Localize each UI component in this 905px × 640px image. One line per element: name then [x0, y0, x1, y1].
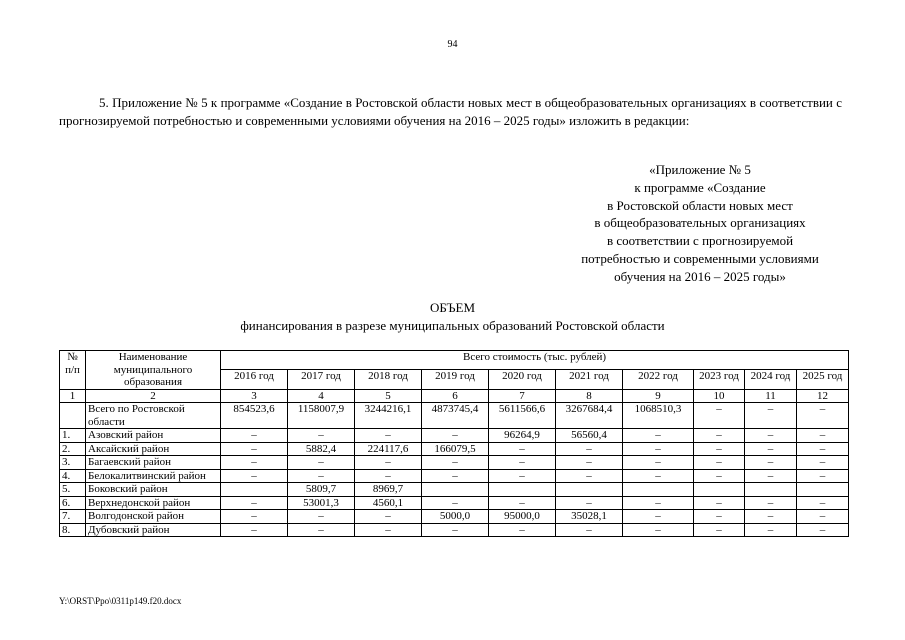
- row-value: 1158007,9: [288, 403, 355, 429]
- row-value: –: [694, 403, 745, 429]
- appendix-line: обучения на 2016 – 2025 годы»: [614, 268, 786, 284]
- row-value: –: [288, 456, 355, 470]
- row-value: 854523,6: [221, 403, 288, 429]
- table-row: [60, 429, 849, 443]
- header-number: № п/п: [60, 351, 86, 390]
- row-value: –: [556, 496, 623, 510]
- row-value: –: [797, 456, 849, 470]
- row-value: –: [745, 429, 797, 443]
- table-row: [60, 469, 849, 483]
- row-value: –: [288, 469, 355, 483]
- row-value: –: [797, 442, 849, 456]
- row-value: 95000,0: [489, 510, 556, 524]
- row-value: 224117,6: [355, 442, 422, 456]
- header-year: 2020 год: [489, 370, 556, 389]
- row-value: –: [797, 469, 849, 483]
- column-number: 10: [694, 389, 745, 403]
- row-value: –: [355, 510, 422, 524]
- appendix-line: в общеобразовательных организациях: [594, 215, 806, 231]
- row-number: 7.: [60, 510, 86, 524]
- row-value: –: [355, 523, 422, 537]
- row-value: –: [694, 523, 745, 537]
- row-value: –: [489, 442, 556, 456]
- row-value: –: [355, 469, 422, 483]
- row-value: –: [694, 456, 745, 470]
- header-year: 2017 год: [288, 370, 355, 389]
- row-value: –: [745, 496, 797, 510]
- row-value: –: [422, 496, 489, 510]
- row-value: –: [797, 510, 849, 524]
- appendix-line: «Приложение № 5: [649, 162, 751, 177]
- row-value: –: [221, 429, 288, 443]
- row-value: [422, 483, 489, 497]
- row-number: 3.: [60, 456, 86, 470]
- row-value: 3244216,1: [355, 403, 422, 429]
- appendix-line: в Ростовской области новых мест: [607, 197, 793, 213]
- row-value: –: [694, 469, 745, 483]
- row-value: –: [221, 510, 288, 524]
- row-value: [745, 483, 797, 497]
- row-value: –: [623, 469, 694, 483]
- row-value: 3267684,4: [556, 403, 623, 429]
- table-row: [60, 442, 849, 456]
- row-value: 96264,9: [489, 429, 556, 443]
- row-value: 56560,4: [556, 429, 623, 443]
- row-value: –: [355, 456, 422, 470]
- header-year: 2016 год: [221, 370, 288, 389]
- row-value: 5809,7: [288, 483, 355, 497]
- table-row: [60, 456, 849, 470]
- row-value: –: [623, 496, 694, 510]
- column-number: 1: [60, 389, 86, 403]
- table-row: [60, 496, 849, 510]
- row-name: Боковский район: [86, 483, 221, 497]
- column-numbers-row: [60, 389, 849, 403]
- column-number: 4: [288, 389, 355, 403]
- row-value: 35028,1: [556, 510, 623, 524]
- row-value: 166079,5: [422, 442, 489, 456]
- row-value: 5000,0: [422, 510, 489, 524]
- row-value: –: [694, 429, 745, 443]
- header-year: 2019 год: [422, 370, 489, 389]
- footer-file-path: Y:\ORST\Ppo\0311p149.f20.docx: [59, 596, 182, 606]
- volume-title: ОБЪЕМ: [429, 300, 476, 315]
- row-value: –: [694, 510, 745, 524]
- header-total: Всего стоимость (тыс. рублей): [221, 351, 849, 370]
- row-name: Всего по Ростовской области: [86, 403, 221, 429]
- header-year: 2018 год: [355, 370, 422, 389]
- table-row: [60, 510, 849, 524]
- row-name: Дубовский район: [86, 523, 221, 537]
- appendix-line: потребностью и современными условиями: [581, 250, 819, 266]
- row-value: –: [221, 456, 288, 470]
- row-value: –: [422, 523, 489, 537]
- row-value: 8969,7: [355, 483, 422, 497]
- row-value: [797, 483, 849, 497]
- intro-paragraph: 5. Приложение № 5 к программе «Создание в Ростовской области новых мест в общеобразовательных организациях в соответствии с прогнозируемой потребностью и современными условиями обучения на 2016 – 2025 годы» изложить в редакции:: [59, 95, 842, 128]
- row-value: –: [288, 510, 355, 524]
- header-year: 2023 год: [694, 370, 745, 389]
- row-name: Волгодонской район: [86, 510, 221, 524]
- appendix-heading: [540, 161, 860, 286]
- column-number: 2: [86, 389, 221, 403]
- column-number: 12: [797, 389, 849, 403]
- column-number: 3: [221, 389, 288, 403]
- row-value: 5882,4: [288, 442, 355, 456]
- row-value: –: [221, 496, 288, 510]
- table-row: [60, 403, 849, 429]
- table-row: [60, 523, 849, 537]
- volume-subtitle: финансирования в разрезе муниципальных образований Ростовской области: [240, 318, 665, 333]
- row-name: Азовский район: [86, 429, 221, 443]
- column-number: 5: [355, 389, 422, 403]
- header-name: Наименование муниципального образования: [86, 351, 221, 390]
- header-year: 2025 год: [797, 370, 849, 389]
- row-value: –: [623, 510, 694, 524]
- row-value: –: [422, 456, 489, 470]
- row-value: –: [623, 523, 694, 537]
- row-value: –: [556, 469, 623, 483]
- row-value: –: [556, 523, 623, 537]
- row-value: –: [797, 496, 849, 510]
- row-value: –: [745, 403, 797, 429]
- row-value: –: [556, 442, 623, 456]
- row-value: –: [623, 456, 694, 470]
- row-number: [60, 403, 86, 429]
- row-number: 8.: [60, 523, 86, 537]
- row-value: [694, 483, 745, 497]
- row-value: –: [556, 456, 623, 470]
- row-value: –: [355, 429, 422, 443]
- column-number: 6: [422, 389, 489, 403]
- row-value: –: [797, 523, 849, 537]
- row-value: [556, 483, 623, 497]
- row-name: Багаевский район: [86, 456, 221, 470]
- row-value: [623, 483, 694, 497]
- row-value: –: [623, 442, 694, 456]
- row-value: –: [694, 496, 745, 510]
- header-year: 2024 год: [745, 370, 797, 389]
- row-value: –: [623, 429, 694, 443]
- row-value: –: [745, 442, 797, 456]
- row-value: –: [221, 523, 288, 537]
- row-number: 5.: [60, 483, 86, 497]
- column-number: 11: [745, 389, 797, 403]
- row-value: 5611566,6: [489, 403, 556, 429]
- row-value: –: [288, 523, 355, 537]
- row-value: –: [422, 429, 489, 443]
- row-value: 4560,1: [355, 496, 422, 510]
- row-value: –: [694, 442, 745, 456]
- column-number: 9: [623, 389, 694, 403]
- row-value: [489, 483, 556, 497]
- row-number: 2.: [60, 442, 86, 456]
- row-value: –: [221, 442, 288, 456]
- row-value: –: [422, 469, 489, 483]
- row-number: 1.: [60, 429, 86, 443]
- row-value: –: [745, 510, 797, 524]
- row-value: –: [797, 403, 849, 429]
- row-value: 53001,3: [288, 496, 355, 510]
- row-value: –: [745, 469, 797, 483]
- table-row: [60, 483, 849, 497]
- row-value: –: [745, 456, 797, 470]
- table-body: [60, 403, 849, 537]
- table-header-row: [60, 351, 849, 370]
- header-year: 2021 год: [556, 370, 623, 389]
- row-value: 1068510,3: [623, 403, 694, 429]
- row-value: –: [489, 496, 556, 510]
- appendix-line: в соответствии с прогнозируемой: [606, 233, 794, 249]
- page-number: 94: [447, 39, 458, 50]
- row-value: [221, 483, 288, 497]
- row-value: –: [288, 429, 355, 443]
- funding-table: [59, 350, 849, 537]
- row-name: Белокалитвинский район: [86, 469, 221, 483]
- row-name: Верхнедонской район: [86, 496, 221, 510]
- row-value: –: [489, 523, 556, 537]
- row-name: Аксайский район: [86, 442, 221, 456]
- row-value: –: [221, 469, 288, 483]
- row-value: –: [745, 523, 797, 537]
- row-value: 4873745,4: [422, 403, 489, 429]
- column-number: 8: [556, 389, 623, 403]
- row-number: 4.: [60, 469, 86, 483]
- column-number: 7: [489, 389, 556, 403]
- row-value: –: [797, 429, 849, 443]
- row-number: 6.: [60, 496, 86, 510]
- appendix-line: к программе «Создание: [634, 179, 766, 195]
- row-value: –: [489, 469, 556, 483]
- row-value: –: [489, 456, 556, 470]
- header-year: 2022 год: [623, 370, 694, 389]
